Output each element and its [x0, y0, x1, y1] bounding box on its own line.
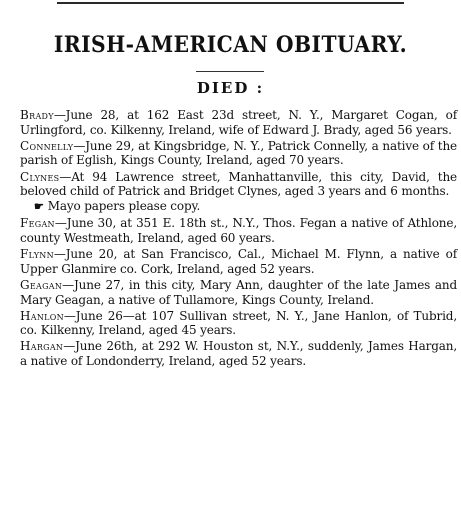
obituary-entry-geagan — [20, 278, 457, 307]
obituary-entry-hargan — [20, 339, 457, 368]
obituary-list — [20, 108, 457, 370]
obituary-entry-brady — [20, 108, 457, 137]
obituary-entry-hanlon — [20, 309, 457, 338]
obituary-entry-clynes — [20, 170, 457, 199]
entry-text: —June 26th, at 292 W. Houston st, N.Y., suddenly, James Hargan, a native of Londonderry, Ireland, aged 52 years. — [20, 339, 457, 369]
entry-text: —June 27, in this city, Mary Ann, daughter of the late James and Mary Geagan, a native of Tullamore, Kings County, Ireland. — [20, 277, 457, 307]
entry-surname: Brady — [20, 108, 54, 122]
entry-text: —June 26—at 107 Sullivan street, N. Y., Jane Hanlon, of Tubrid, co. Kilkenny, Ireland, aged 45 years. — [20, 308, 457, 338]
entry-surname: Flynn — [20, 247, 54, 262]
entry-text: —June 20, at San Francisco, Cal., Michael M. Flynn, a native of Upper Glanmire co. Cork, Ireland, aged 52 years. — [20, 247, 457, 276]
entry-text: —At 94 Lawrence street, Manhattanville, this city, David, the beloved child of Patrick and Bridget Clynes, aged 3 years and 6 months. — [20, 169, 457, 199]
obituary-entry-flynn — [20, 247, 457, 276]
entry-surname: Fegan — [20, 216, 55, 231]
entry-text: —June 28, at 162 East 23d street, N. Y., Margaret Cogan, of Urlingford, co. Kilkenny, Ireland, wife of Edward J. Brady, aged 56 years. — [20, 108, 457, 137]
entry-surname: Connelly — [20, 138, 74, 153]
page-title: IRISH-AMERICAN OBITUARY. — [53, 32, 408, 58]
top-rule — [57, 2, 404, 4]
entry-text: —June 30, at 351 E. 18th st., N.Y., Thos. Fegan a native of Athlone, county Westmeath, Ireland, aged 60 years. — [20, 216, 457, 245]
pointing-hand-icon: ☛ — [34, 199, 44, 213]
section-heading: DIED : — [196, 79, 265, 97]
entry-surname: Hanlon — [20, 308, 64, 323]
entry-surname: Clynes — [20, 169, 60, 184]
obituary-entry-fegan — [20, 216, 457, 245]
entry-text: —June 29, at Kingsbridge, N. Y., Patrick Connelly, a native of the parish of Eglish, Kings County, Ireland, aged 70 years. — [20, 138, 457, 168]
note-text: Mayo papers please copy. — [47, 198, 201, 213]
title-divider — [196, 71, 264, 72]
entry-surname: Geagan — [20, 277, 63, 292]
obituary-note — [34, 199, 457, 215]
entry-surname: Hargan — [20, 339, 64, 354]
obituary-entry-connelly — [20, 139, 457, 168]
